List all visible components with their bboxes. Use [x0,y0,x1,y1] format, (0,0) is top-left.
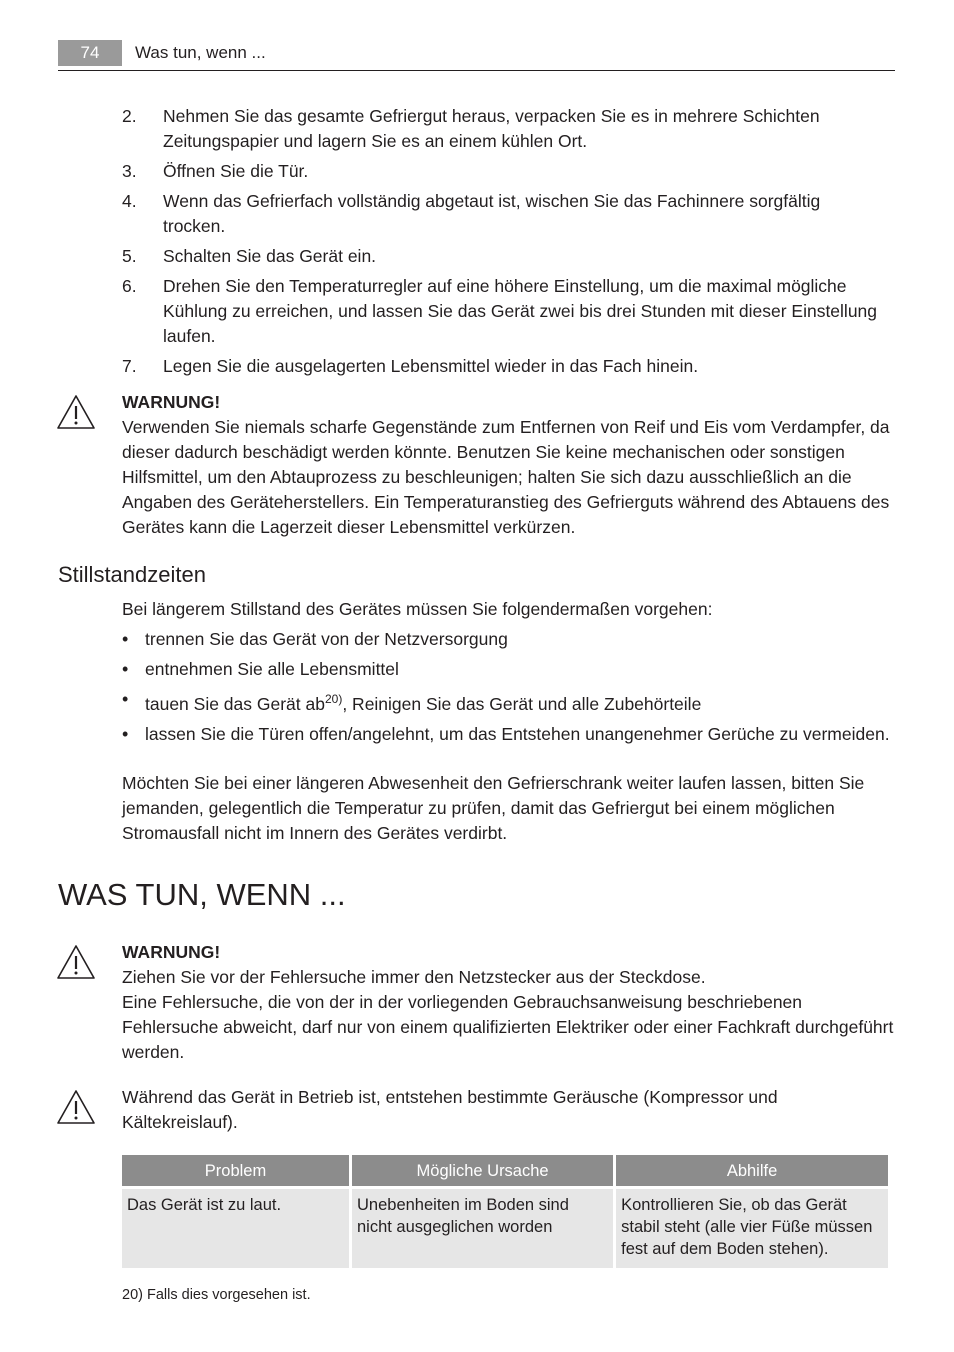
cell-cause: Unebenheiten im Boden sind nicht ausgeglichen worden [352,1186,613,1268]
warning-title: WARNUNG! [122,392,221,412]
header-rule [58,70,895,71]
list-item: 2. Nehmen Sie das gesamte Gefriergut heraus, verpacken Sie es in mehrere Schichten Zeitungspapier und lagern Sie es an einem kühlen Ort. [122,106,820,151]
list-item: • lassen Sie die Türen offen/angelehnt, um das Entstehen unangenehmer Gerüche zu vermeiden. [122,723,890,744]
notice-noise: Während das Gerät in Betrieb ist, entstehen bestimmte Geräusche (Kompressor und Kältekreislauf). [122,1087,778,1132]
warning-defrost [122,390,894,540]
section-intro: Bei längerem Stillstand des Gerätes müssen Sie folgendermaßen vorgehen: [122,599,713,619]
column-header-cause: Mögliche Ursache [352,1155,613,1186]
list-item: • tauen Sie das Gerät $ab^{20)}$, Reinigen Sie das Gerät und alle Zubehörteile [122,689,702,714]
list-item: 5. Schalten Sie das Gerät ein. [122,246,377,266]
standstill-bullets [122,627,892,752]
table-header-row [122,1155,888,1186]
running-header-title: Was tun, wenn ... [135,43,266,62]
chapter-heading: WAS TUN, WENN ... [58,877,346,912]
list-item: • trennen Sie das Gerät von der Netzversorgung [122,629,508,649]
warning-text: Verwenden Sie niemals scharfe Gegenstände zum Entfernen von Reif und Eis vom Verdampfer, da dieser dadurch beschädigt werden könnte. Benutzen Sie keine mechanischen oder sonstigen Hilfsmittel, um den Abtauprozess zu beschleunigen; halten Sie sich dazu ausschließlich an die Angaben des Geräteherstellers. Ein Temperaturanstieg des Gefrierguts während des Abtauens des Gerätes kann die Lagerzeit dieser Lebensmittel verkürzen. [122,417,890,537]
warning-troubleshooting [122,940,894,1065]
footnote-ref: 20) [324,692,343,706]
cell-remedy: Kontrollieren Sie, ob das Gerät stabil steht (alle vier Füße müssen fest auf dem Boden stehen). [616,1186,888,1268]
page-number: 74 [58,40,122,66]
footnote: 20) Falls dies vorgesehen ist. [122,1287,311,1303]
list-item: 4. Wenn das Gefrierfach vollständig abgetaut ist, wischen Sie das Fachinnere sorgfältig trocken. [122,191,821,236]
list-item: 7. Legen Sie die ausgelagerten Lebensmittel wieder in das Fach hinein. [122,356,699,376]
table-row [122,1186,888,1268]
warning-title: WARNUNG! [122,942,221,962]
troubleshooting-table [119,1155,891,1268]
warning-text: Ziehen Sie vor der Fehlersuche immer den Netzstecker aus der Steckdose. [122,967,706,987]
column-header-remedy: Abhilfe [616,1155,888,1186]
warning-triangle-icon [56,1089,96,1125]
list-item: 3. Öffnen Sie die Tür. [122,161,309,181]
section-heading: Stillstandzeiten [58,562,206,587]
defrost-steps-list [122,104,882,384]
section-closing: Möchten Sie bei einer längeren Abwesenheit den Gefrierschrank weiter laufen lassen, bitten Sie jemanden, gelegentlich die Temperatur zu prüfen, damit das Gefriergut bei einem möglichen Stromausfall nicht im Innern des Gerätes verdirbt. [122,773,865,843]
warning-text: Eine Fehlersuche, die von der in der vorliegenden Gebrauchsanweisung beschriebenen Fehlersuche abweicht, darf nur von einem qualifizierten Elektriker oder einer Fachkraft durchgeführt werden. [122,992,894,1062]
warning-triangle-icon [56,944,96,980]
cell-problem: Das Gerät ist zu laut. [122,1186,349,1268]
list-item: 6. Drehen Sie den Temperaturregler auf eine höhere Einstellung, um die maximal mögliche Kühlung zu erreichen, und lassen Sie das Gerät zwei bis drei Stunden mit dieser Einstellung laufen. [122,276,878,346]
column-header-problem: Problem [122,1155,349,1186]
list-item: • entnehmen Sie alle Lebensmittel [122,659,399,679]
warning-triangle-icon [56,394,96,430]
